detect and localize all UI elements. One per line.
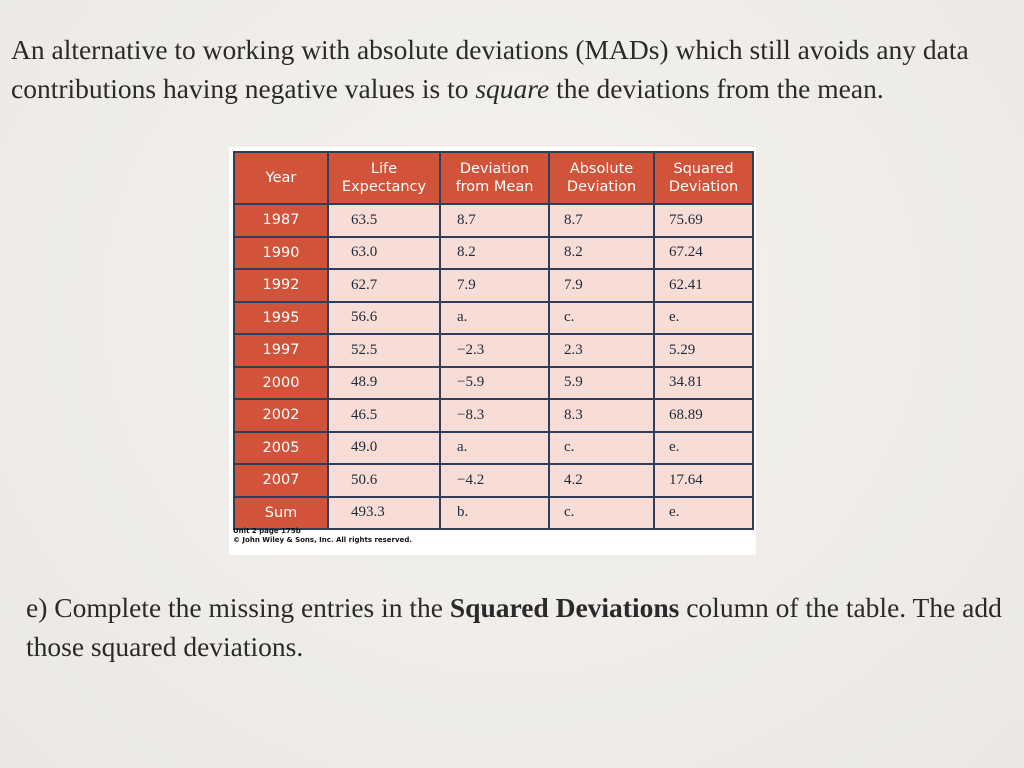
cell-deviation-from-mean: a. [440, 432, 549, 465]
cell-life-expectancy: 48.9 [328, 367, 440, 400]
cell-deviation-from-mean: 8.2 [440, 237, 549, 270]
cell-life-expectancy: 63.0 [328, 237, 440, 270]
cell-year: Sum [234, 497, 328, 530]
header-squared-deviation: Squared Deviation [654, 152, 753, 204]
caption-copyright: © John Wiley & Sons, Inc. All rights reserved. [233, 536, 412, 544]
cell-squared-deviation: 62.41 [654, 269, 753, 302]
table-row [234, 334, 753, 367]
cell-deviation-from-mean: a. [440, 302, 549, 335]
cell-year: 1987 [234, 204, 328, 237]
cell-deviation-from-mean: −5.9 [440, 367, 549, 400]
question-text-start: e) Complete the missing entries in the [26, 592, 450, 623]
cell-squared-deviation: 34.81 [654, 367, 753, 400]
cell-absolute-deviation: 2.3 [549, 334, 654, 367]
cell-squared-deviation: 17.64 [654, 464, 753, 497]
cell-deviation-from-mean: −8.3 [440, 399, 549, 432]
cell-absolute-deviation: c. [549, 432, 654, 465]
cell-life-expectancy: 56.6 [328, 302, 440, 335]
figure-caption [233, 527, 412, 545]
intro-text-start: An alternative to working with absolute deviations (MADs) which still avoids any data contributions having negative values is to [11, 34, 969, 104]
caption-source: Unit 2 page 175b [233, 527, 301, 535]
cell-squared-deviation: e. [654, 497, 753, 530]
header-absolute-deviation: Absolute Deviation [549, 152, 654, 204]
cell-squared-deviation: e. [654, 302, 753, 335]
cell-squared-deviation: e. [654, 432, 753, 465]
question-bold-term: Squared Deviations [449, 592, 680, 623]
table-row [234, 367, 753, 400]
cell-year: 1990 [234, 237, 328, 270]
header-year: Year [234, 152, 328, 204]
cell-absolute-deviation: 8.3 [549, 399, 654, 432]
table-row [234, 464, 753, 497]
header-life-expectancy: Life Expectancy [328, 152, 440, 204]
cell-absolute-deviation: 5.9 [549, 367, 654, 400]
cell-squared-deviation: 75.69 [654, 204, 753, 237]
cell-deviation-from-mean: 8.7 [440, 204, 549, 237]
cell-year: 1997 [234, 334, 328, 367]
cell-life-expectancy: 63.5 [328, 204, 440, 237]
question-paragraph [26, 588, 1011, 666]
cell-life-expectancy: 493.3 [328, 497, 440, 530]
cell-life-expectancy: 46.5 [328, 399, 440, 432]
table-body [234, 204, 753, 529]
cell-absolute-deviation: 7.9 [549, 269, 654, 302]
table-row [234, 432, 753, 465]
life-expectancy-table [233, 151, 754, 530]
header-deviation-from-mean: Deviation from Mean [440, 152, 549, 204]
cell-year: 2005 [234, 432, 328, 465]
table-header-row [234, 152, 753, 204]
cell-year: 2000 [234, 367, 328, 400]
cell-deviation-from-mean: b. [440, 497, 549, 530]
cell-life-expectancy: 49.0 [328, 432, 440, 465]
table-row [234, 399, 753, 432]
cell-deviation-from-mean: −2.3 [440, 334, 549, 367]
intro-paragraph [11, 30, 1011, 108]
cell-year: 2007 [234, 464, 328, 497]
cell-absolute-deviation: 4.2 [549, 464, 654, 497]
cell-squared-deviation: 5.29 [654, 334, 753, 367]
cell-absolute-deviation: 8.2 [549, 237, 654, 270]
intro-text-end: the deviations from the mean. [549, 73, 884, 104]
cell-squared-deviation: 68.89 [654, 399, 753, 432]
table-row [234, 497, 753, 530]
question-text-end: column of the table. The add those squared deviations. [26, 592, 1002, 662]
cell-life-expectancy: 50.6 [328, 464, 440, 497]
cell-absolute-deviation: c. [549, 302, 654, 335]
table-row [234, 237, 753, 270]
cell-absolute-deviation: c. [549, 497, 654, 530]
cell-life-expectancy: 62.7 [328, 269, 440, 302]
cell-year: 1995 [234, 302, 328, 335]
cell-life-expectancy: 52.5 [328, 334, 440, 367]
cell-year: 1992 [234, 269, 328, 302]
cell-absolute-deviation: 8.7 [549, 204, 654, 237]
cell-year: 2002 [234, 399, 328, 432]
table-row [234, 302, 753, 335]
cell-deviation-from-mean: 7.9 [440, 269, 549, 302]
intro-emphasis: square [475, 73, 550, 104]
table-figure [229, 147, 756, 555]
table-row [234, 269, 753, 302]
cell-squared-deviation: 67.24 [654, 237, 753, 270]
cell-deviation-from-mean: −4.2 [440, 464, 549, 497]
table-row [234, 204, 753, 237]
